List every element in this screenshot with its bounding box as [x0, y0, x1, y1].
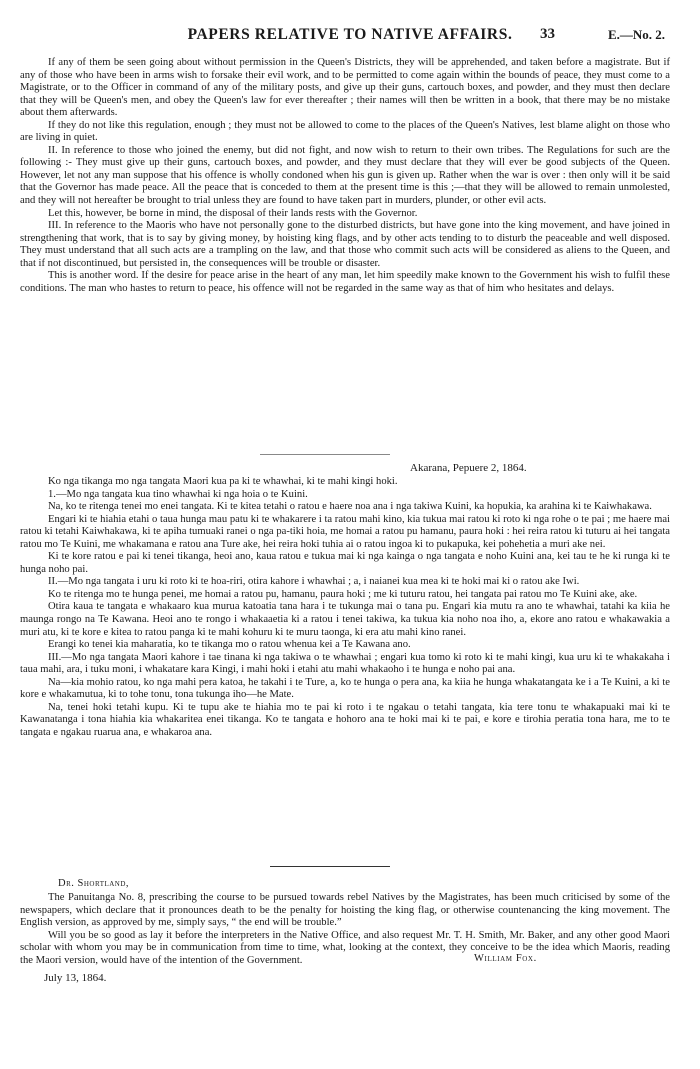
- paragraph: III.—Mo nga tangata Maori kahore i tae tinana ki nga takiwa o te whawhai ; engari kua tomo ki roto ki te mahi kingi, kua uru ki te whakakaha i taua mahi, ara, i tuku moni, i whakatare kara Kingi, i mahi hoki i etahi atu mahi whakaoho i te hunga e noho pai ana.: [20, 651, 670, 676]
- signature: William Fox.: [474, 953, 537, 964]
- paragraph: Let this, however, be borne in mind, the disposal of their lands rests with the Governor.: [48, 207, 418, 219]
- english-regulations: [20, 57, 670, 295]
- section-divider: [260, 454, 390, 455]
- letter-body: [20, 892, 670, 967]
- paragraph: Na, tenei hoki tetahi kupu. Ki te tupu ake te hiahia mo te pai ki roto i te ngakau o tetahi tangata, kia tere tonu te whakapuaki mai ki te Kawanatanga i tona hiahia kia whakaritea enei tikanga. Ko te tangata e hohoro ana te hoki mai ki te pai, e kore e tirohia peratia tona hara, me to te tangata e ngakau ruarua ana, e whakaroa ana.: [20, 701, 670, 738]
- maori-regulations: [20, 476, 670, 739]
- page-header: [0, 26, 700, 46]
- paper-reference: E.—No. 2.: [608, 27, 666, 42]
- paragraph: Na—kia mohio ratou, ko nga mahi pera katoa, he takahi i te Ture, a, ko te hunga o pera ana, ka kiia he hunga whakatangata ke i a Te Kuini, a ki te kore e whakamutua, ki to tohe tonu, tona tukunga iho—he Mate.: [20, 676, 670, 701]
- paragraph: This is another word. If the desire for peace arise in the heart of any man, let him speedily make known to the Government his wish to fulfil these conditions. The man who hastes to return to peace, his offence will not be regarded in the same way as that of him who hesitates and delays.: [20, 270, 670, 294]
- paragraph: II. In reference to those who joined the enemy, but did not fight, and now wish to return to their own tribes. The Regulations for such are the following :- They must give up their guns, cartouch boxes, and powder, and they must declare that they will ever be good subjects of the Queen. However, let not any man suppose that his offence is wholly condoned when his gun is given up. Rather when the war is over : then only will it be said that the Governor has made peace. All the peace that is conceded to them at the present time is this ;—that they will be allowed to remain unmolested, and they will not hereafter be brought to trial unless they are found to have taken part in murders, plunder, or other evil acts.: [20, 144, 670, 207]
- paragraph: Engari ki te hiahia etahi o taua hunga mau patu ki te whakarere i ta ratou mahi kino, kia tukua mai ratou ki roto ki nga rohe o te pai ; me haere mai ratou ki tetahi Kaiwhakawa, ki te apiha tumuaki ranei o nga pa-tiki hoia, me homai a ratou pu hamanu, paura hoki : hei reira ratou ki tuturu ai hei tangata ratou mo Te Kuini, me whakamana e ratou ana Ture ake, hei reira hoki tuhia ai o ratou ingoa ki to pukapuka, kei pohehetia a muri ake nei.: [20, 513, 670, 550]
- running-title: PAPERS RELATIVE TO NATIVE AFFAIRS.: [187, 26, 513, 43]
- letter-addressee: Dr. Shortland,: [58, 878, 130, 889]
- paragraph: Ko nga tikanga mo nga tangata Maori kua pa ki te whawhai, ki te mahi kingi hoki.: [48, 476, 398, 487]
- section-divider: [270, 866, 390, 867]
- paragraph: Na, ko te ritenga tenei mo enei tangata. Ki te kitea tetahi o ratou e haere noa ana i nga takiwa Kuini, ka hopukia, ka arahina ki te Kaiwhakawa.: [48, 501, 652, 513]
- paragraph: III. In reference to the Maoris who have not personally gone to the disturbed districts, but have gone into the king movement, and have joined in strengthening that work, that is to say by giving money, by hoisting king flags, and by other acts tending to to disturb the peaceable and well disposed. They must understand that all such acts are a trampling on the law, and that those who commit such acts will be considered as aliens to the Queen, and that if not discontinued, but persisted in, the consequences will be trouble or disaster.: [20, 220, 670, 269]
- maori-dateline: Akarana, Pepuere 2, 1864.: [410, 462, 527, 474]
- paragraph: 1.—Mo nga tangata kua tino whawhai ki nga hoia o te Kuini.: [48, 488, 308, 500]
- paragraph: Ki te kore ratou e pai ki tenei tikanga, heoi ano, kaua ratou e tukua mai ki nga kainga o nga tangata e noho Kuini ana, kei tau te he ki runga ki te hunga noho pai.: [20, 551, 670, 575]
- paragraph: II.—Mo nga tangata i uru ki roto ki te hoa-riri, otira kahore i whawhai ; a, i naianei kua mea ki te hoki mai ki o ratou ake Iwi.: [48, 576, 580, 588]
- paragraph: Otira kaua te tangata e whakaaro kua murua katoatia tana hara i te tukunga mai o tana pu. Engari kia mutu ra ano te whawhai, tatahi ka kiia he maunga rongo na Te Kawana. Heoi ano te rongo i whakaaetia ki a ratou i tenei takiwa, ka tukua kia noho noa iho, a, ekore ano ratou e whakawakia a muri atu, ki te kore e kitea to ratou panga ki te mahi kohuru ki te muru taonga, ki era atu mahi kino ranei.: [20, 601, 670, 638]
- paragraph: If any of them be seen going about without permission in the Queen's Districts, they will be apprehended, and taken before a magistrate. But if any of those who have been in arms wish to forsake their evil work, and to be permitted to come again within the bounds of peace, they must come to a Magistrate, or to the Officer in command of any of the military posts, and give up their guns, cartouch boxes, and powder, and they must then declare that they will be Queen's men, and obey the Queen's law for ever thereafter ; their names will then be written in a book, that there may be no mistake about them afterwards.: [20, 57, 670, 119]
- page-number: 33: [540, 26, 555, 42]
- paragraph: Ko te ritenga mo te hunga penei, me homai a ratou pu, hamanu, paura hoki ; me ki tuturu ratou, hei tangata pai ratou mo Te Kuini ake, ake.: [48, 588, 638, 600]
- paragraph: Erangi ko tenei kia maharatia, ko te tikanga mo o ratou whenua kei a Te Kawana ano.: [48, 639, 411, 651]
- paragraph: If they do not like this regulation, enough ; they must not be allowed to come to the places of the Queen's Natives, lest blame alight on those who are living in quiet.: [20, 119, 670, 144]
- paragraph: The Panuitanga No. 8, prescribing the course to be pursued towards rebel Natives by the Magistrates, has been much criticised by some of the newspapers, which declare that it pronounces death to be the penalty for hoisting the king flag, or otherwise countenancing the king movement. The English version, as approved by me, simply says, “ the end will be trouble.”: [20, 892, 670, 929]
- paragraph: Will you be so good as lay it before the interpreters in the Native Office, and also request Mr. T. H. Smith, Mr. Baker, and any other good Maori scholar with whom you may be in communication from time to time, what, looking at the context, they conceive to be the idea which Maoris, reading the Maori version, would have of the intention of the Government.: [20, 929, 670, 966]
- letter-date: July 13, 1864.: [44, 972, 107, 984]
